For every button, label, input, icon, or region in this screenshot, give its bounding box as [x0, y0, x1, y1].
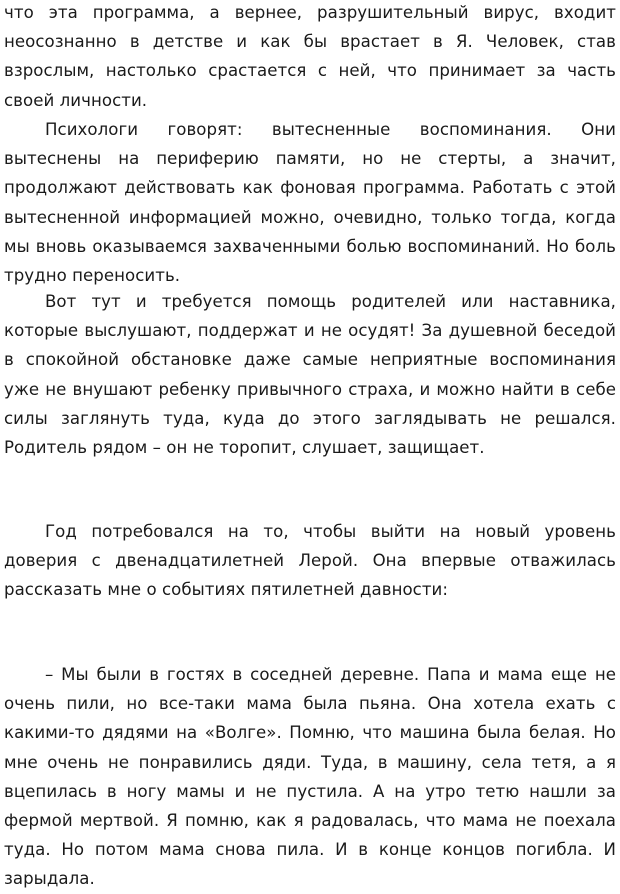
- paragraph-4: Год потребовался на то, чтобы выйти на новый уровень доверия с двенадцатилетней Лерой. Она впервые отважилась рассказать мне о событиях пятилетней давности:: [4, 522, 616, 600]
- paragraph-3: Вот тут и требуется помощь родителей или наставника, которые выслушают, поддержат и не осудят! За душевной беседой в спокойной обстановке даже самые неприятные воспоминания уже не внушают ребенку привычного страха, и можно найти в себе силы заглянуть туда, куда до этого заглядывать не решался. Родитель рядом – он не торопит, слушает, защищает.: [4, 292, 616, 458]
- paragraph-5: – Мы были в гостях в соседней деревне. Папа и мама еще не очень пили, но все-таки мама была пьяна. Она хотела ехать с какими-то дядями на «Волге». Помню, что машина была белая. Но мне очень не понравились дяди. Туда, в машину, села тетя, а я вцепилась в ногу мамы и не пустила. А на утро тетю нашли за фермой мертвой. Я помню, как я радовалась, что мама не поехала туда. Но потом мама снова пила. И в конце концов погибла. И зарыдала.: [4, 665, 616, 889]
- paragraph-2: Психологи говорят: вытесненные воспоминания. Они вытеснены на периферию памяти, но не стерты, а значит, продолжают действовать как фоновая программа. Работать с этой вытесненной информацией можно, очевидно, только тогда, когда мы вновь оказываемся захваченными болью воспоминаний. Но боль трудно переносить.: [4, 120, 616, 286]
- paragraph-1: что эта программа, а вернее, разрушительный вирус, входит неосознанно в детстве и как бы врастает в Я. Человек, став взрослым, настолько срастается с ней, что принимает за часть своей личности.: [4, 3, 616, 110]
